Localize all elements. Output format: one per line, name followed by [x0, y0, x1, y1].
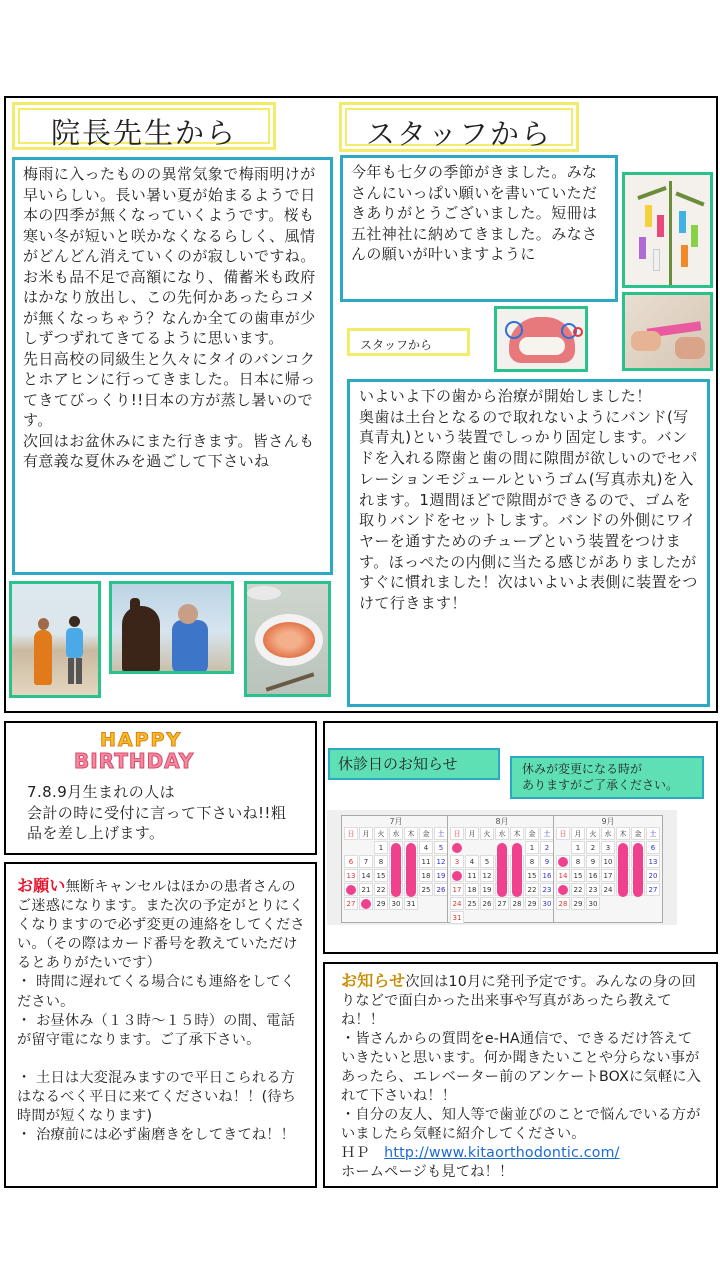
- calendar-day: 3: [601, 841, 615, 854]
- calendar-day: 22: [374, 883, 388, 896]
- photo-writing-wishes: [622, 292, 713, 371]
- calendar-day: 14: [359, 869, 373, 882]
- calendar-day: 12: [434, 855, 448, 868]
- weekday-header: 土: [646, 827, 660, 840]
- staff-treatment-box: [347, 379, 710, 707]
- calendar-day: 8: [571, 855, 585, 868]
- happy-birthday-logo: [70, 726, 248, 774]
- calendar-day: 21: [359, 883, 373, 896]
- calendar-day: 11: [419, 855, 433, 868]
- calendar-grid: [448, 827, 556, 922]
- weekday-header: 水: [495, 827, 509, 840]
- photo-tanabata: [622, 172, 713, 288]
- staff-heading: スタッフから: [365, 117, 552, 151]
- calendar-day: 5: [480, 855, 494, 868]
- photo-shrimp-dish: [244, 581, 331, 697]
- calendar-day: 30: [389, 897, 403, 910]
- director-message-box: [12, 157, 333, 575]
- director-heading-box: [12, 102, 276, 150]
- homepage-note: ホームページも見てね！！: [341, 1164, 514, 1180]
- calendar-day: 25: [465, 897, 479, 910]
- holiday-calendars: [327, 810, 677, 925]
- request-message: [17, 876, 309, 1145]
- calendar-day: 24: [450, 897, 464, 910]
- weekday-header: 月: [465, 827, 479, 840]
- calendar-day: 10: [601, 855, 615, 868]
- calendar-day: 1: [525, 841, 539, 854]
- calendar-grid: [554, 827, 662, 922]
- calendar-day: 1: [571, 841, 585, 854]
- calendar-day: 13: [646, 855, 660, 868]
- calendar-day: 28: [510, 897, 524, 910]
- director-message: 梅雨に入ったものの異常気象で梅雨明けが早いらしい。長い暑い夏が始まるようで日本の四季が無くなっていくようです。桜も寒い冬が短いと咲かなくなるらしく、風情がどんどん消えていくのが寂しいですね。お米も品不足で高額になり、備蓄米も政府はかなり放出し、この先何かあったらコメが無くなっちゃう？なんか全ての歯車が少しずつずれてきてるように思います。 先日高校の同級生と久々にタイのバンコクとホアヒンに行ってきました。日本に帰ってきてびっくり!!日本の方が蒸し暑いのです。 次回はお盆休みにまた行きます。皆さんも有意義な夏休みを過ごして下さいね: [23, 165, 316, 470]
- weekday-header: 土: [434, 827, 448, 840]
- calendar-day: 6: [646, 841, 660, 854]
- calendar-day: 27: [495, 897, 509, 910]
- staff-message: 今年も七夕の季節がきました。みなさんにいっぱい願いを書いていただきありがとうございました。短冊は五社神社に納めてきました。みなさんの願いが叶いますように: [351, 163, 598, 263]
- calendar-day: 17: [601, 869, 615, 882]
- closed-day-dot: [452, 843, 462, 853]
- weekday-header: 日: [450, 827, 464, 840]
- calendar-day: 18: [419, 869, 433, 882]
- calendar-day: 15: [571, 869, 585, 882]
- holiday-note: 休みが変更になる時が ありますがご了承ください。: [510, 756, 704, 799]
- calendar-day: 26: [480, 897, 494, 910]
- calendar-day: 22: [525, 883, 539, 896]
- calendar-day: 27: [646, 883, 660, 896]
- weekday-header: 月: [571, 827, 585, 840]
- calendar-september: 9月 日 月 火 水 木 金 土 1 2 3 6 8 9 10 13 14 15 16 17 20 22 23 24 27 28 29 30: [553, 815, 663, 923]
- calendar-day: 20: [646, 869, 660, 882]
- photo-horse: [109, 581, 234, 674]
- closed-day-dot: [346, 885, 356, 895]
- homepage-link[interactable]: http://www.kitaorthodontic.com/: [384, 1145, 620, 1161]
- holiday-heading: 休診日のお知らせ: [328, 748, 500, 780]
- calendar-july: 7月 日 月 火 水 木 金 土 1 4 5 6 7 8 11 12 13 14 15 18 19 21 22 25 26 27 29 30 31: [341, 815, 451, 923]
- calendar-day: 16: [540, 869, 554, 882]
- weekday-header: 火: [374, 827, 388, 840]
- calendar-day: 18: [465, 883, 479, 896]
- closed-day-marker: [633, 843, 643, 897]
- calendar-day: 11: [465, 869, 479, 882]
- calendar-day: 9: [540, 855, 554, 868]
- happy-birthday-graphic: [70, 726, 248, 774]
- weekday-header: 金: [525, 827, 539, 840]
- calendar-day: 23: [586, 883, 600, 896]
- weekday-header: 日: [344, 827, 358, 840]
- calendar-day: 6: [344, 855, 358, 868]
- calendar-day: 1: [374, 841, 388, 854]
- calendar-day: 8: [374, 855, 388, 868]
- weekday-header: 日: [556, 827, 570, 840]
- calendar-day: 9: [586, 855, 600, 868]
- closed-day-marker: [497, 843, 507, 897]
- staff-treatment-message: いよいよ下の歯から治療が開始しました！ 奥歯は土台となるので取れないようにバンド(写真青丸)という装置でしっかり固定します。バンドを入れる際歯と歯の間に隙間が欲しいのでセパレーションモジュールというゴム(写真赤丸)を入れます。1週間ほどで隙間ができるので、ゴムを取りバンドをセットします。バンドの外側にワイヤーを通すためのチューブという装置をつけます。ほっぺたの内側に当たる感じがありましたがすぐに慣れました！次はいよいよ表側に装置をつけて行きます！: [359, 387, 698, 613]
- calendar-day: 2: [540, 841, 554, 854]
- weekday-header: 火: [586, 827, 600, 840]
- calendar-day: 12: [480, 869, 494, 882]
- calendar-day: 19: [480, 883, 494, 896]
- calendar-day: 19: [434, 869, 448, 882]
- calendar-august: 8月 日 月 火 水 木 金 土 1 2 3 4 5 8 9 11 12 15 16 17 18 19 22 23 24 25 26 27 28 29 30 31: [447, 815, 557, 923]
- calendar-day: 3: [450, 855, 464, 868]
- calendar-day: 28: [556, 897, 570, 910]
- closed-day-dot: [452, 871, 462, 881]
- weekday-header: 月: [359, 827, 373, 840]
- calendar-day: 30: [586, 897, 600, 910]
- photo-monk-beach: [9, 581, 101, 698]
- photo-teeth-model: [494, 306, 588, 372]
- hp-label: ＨＰ: [341, 1145, 370, 1161]
- svg-text:HAPPY: HAPPY: [100, 729, 183, 751]
- calendar-day: 5: [434, 841, 448, 854]
- calendar-day: 24: [601, 883, 615, 896]
- svg-text:BIRTHDAY: BIRTHDAY: [74, 749, 195, 773]
- closed-day-dot: [558, 885, 568, 895]
- calendar-day: 29: [374, 897, 388, 910]
- calendar-day: 17: [450, 883, 464, 896]
- weekday-header: 木: [510, 827, 524, 840]
- calendar-day: 14: [556, 869, 570, 882]
- calendar-day: 16: [586, 869, 600, 882]
- weekday-header: 水: [601, 827, 615, 840]
- calendar-day: 22: [571, 883, 585, 896]
- calendar-day: 31: [404, 897, 418, 910]
- weekday-header: 火: [480, 827, 494, 840]
- calendar-day: 23: [540, 883, 554, 896]
- calendar-day: 15: [525, 869, 539, 882]
- closed-day-dot: [558, 857, 568, 867]
- weekday-header: 金: [631, 827, 645, 840]
- weekday-header: 木: [616, 827, 630, 840]
- staff-heading-box: [339, 102, 579, 152]
- closed-day-marker: [391, 843, 401, 897]
- notice-message: [341, 971, 703, 1182]
- weekday-header: 金: [419, 827, 433, 840]
- calendar-grid: [342, 827, 450, 922]
- birthday-message: 7.8.9月生まれの人は 会計の時に受付に言って下さいね!!粗品を差し上げます。: [27, 783, 287, 842]
- calendar-day: 31: [450, 911, 464, 924]
- calendar-day: 29: [525, 897, 539, 910]
- calendar-day: 13: [344, 869, 358, 882]
- calendar-day: 26: [434, 883, 448, 896]
- closed-day-marker: [406, 843, 416, 897]
- notice-body: 次回は10月に発刊予定です。みんなの身の回りなどで面白かった出来事や写真があったら教えてね！！ ・皆さんからの質問をe-HA通信で、できるだけ答えていきたいと思います。何か聞きたいことや分らない事があったら、エレベーター前のアンケートBOXに気軽に入れて下さいね！！ ・自分の友人、知人等で歯並びのことで悩んでいる方がいましたら気軽に紹介してください。: [341, 974, 701, 1142]
- calendar-day: 29: [571, 897, 585, 910]
- closed-day-marker: [512, 843, 522, 897]
- calendar-day: 25: [419, 883, 433, 896]
- calendar-day: 30: [540, 897, 554, 910]
- notice-label: お知らせ: [341, 971, 406, 990]
- weekday-header: 木: [404, 827, 418, 840]
- staff-subheading-box: [347, 328, 470, 356]
- director-heading: 院長先生から: [50, 116, 237, 150]
- staff-message-box: [340, 155, 618, 302]
- calendar-day: 4: [465, 855, 479, 868]
- calendar-day: 15: [374, 869, 388, 882]
- request-label: お願い: [17, 876, 66, 895]
- closed-day-marker: [618, 843, 628, 897]
- weekday-header: 土: [540, 827, 554, 840]
- request-body: 無断キャンセルはほかの患者さんのご迷惑になります。また次の予定がとりにくくなりますので必ず変更の連絡をしてください。（その際はカード番号を教えていただけるとありがたいです） ・ 時間に遅れてくる場合にも連絡をしてください。 ・ お昼休み（１３時～１５時）の間、電話が留守電になります。ご了承下さい。 ・ 土日は大変混みますので平日こられる方はなるべく平日に来てくださいね！！(待ち時間が短くなります) ・ 治療前には必ず歯磨きをしてきてね！！: [17, 879, 305, 1144]
- calendar-day: 2: [586, 841, 600, 854]
- calendar-day: 4: [419, 841, 433, 854]
- calendar-day: 8: [525, 855, 539, 868]
- closed-day-dot: [361, 899, 371, 909]
- calendar-day: 27: [344, 897, 358, 910]
- calendar-day: 7: [359, 855, 373, 868]
- staff-subheading: スタッフから: [360, 338, 433, 352]
- weekday-header: 水: [389, 827, 403, 840]
